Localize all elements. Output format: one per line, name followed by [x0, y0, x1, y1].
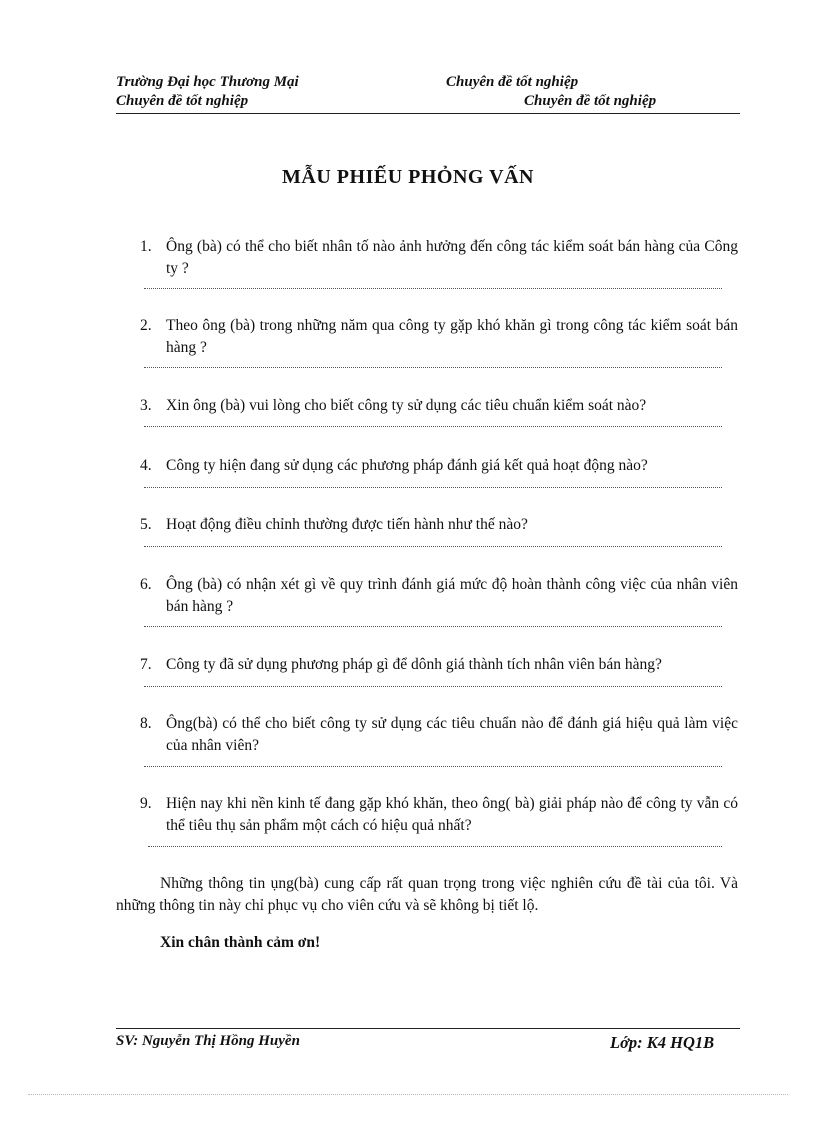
answer-line — [144, 288, 722, 289]
question-number: 3. — [140, 397, 152, 414]
answer-line — [144, 426, 722, 427]
question-text: Hiện nay khi nền kinh tế đang gặp khó khăn, theo ông( bà) giải pháp nào để công ty vẫn có thể tiêu thụ sản phẩm một cách có hiệu quả nhất? — [166, 795, 738, 834]
question-item — [140, 793, 738, 837]
question-text: Công ty đã sử dụng phương pháp gì để dônh giá thành tích nhân viên bán hàng? — [166, 656, 662, 673]
answer-line — [144, 546, 722, 547]
footer-student: SV: Nguyễn Thị Hồng Huyền — [116, 1033, 300, 1049]
question-text: Theo ông (bà) trong những năm qua công ty gặp khó khăn gì trong công tác kiểm soát bán hàng ? — [166, 317, 738, 356]
page-title: MẪU PHIẾU PHỎNG VẤN — [282, 166, 534, 188]
question-text: Hoạt động điều chỉnh thường được tiến hành như thế nào? — [166, 516, 528, 533]
question-number: 4. — [140, 457, 152, 474]
question-number: 2. — [140, 317, 152, 334]
question-number: 9. — [140, 795, 152, 812]
question-text: Ông (bà) có thể cho biết nhân tố nào ảnh hưởng đến công tác kiểm soát bán hàng của Công ty ? — [166, 238, 738, 277]
question-text: Ông(bà) có thể cho biết công ty sử dụng các tiêu chuẩn nào để đánh giá hiệu quả làm việc của nhân viên? — [166, 715, 738, 754]
question-number: 1. — [140, 238, 152, 255]
question-number: 5. — [140, 516, 152, 533]
question-text: Xin ông (bà) vui lòng cho biết công ty sử dụng các tiêu chuẩn kiểm soát nào? — [166, 397, 647, 414]
question-number: 8. — [140, 715, 152, 732]
answer-line — [148, 846, 722, 847]
answer-line — [144, 367, 722, 368]
footer-rule — [116, 1028, 740, 1029]
closing-paragraph: Những thông tin ụng(bà) cung cấp rất quan trọng trong việc nghiên cứu đề tài của tôi. Và những thông tin này chỉ phục vụ cho viên cứu và sẽ không bị tiết lộ. — [116, 875, 738, 914]
page-bottom-border — [28, 1094, 788, 1095]
question-item — [140, 574, 738, 618]
question-number: 6. — [140, 576, 152, 593]
header-topic-right-2: Chuyên đề tốt nghiệp — [524, 93, 657, 109]
question-item — [140, 514, 738, 536]
answer-line — [144, 487, 722, 488]
question-item — [140, 713, 738, 757]
answer-line — [144, 766, 722, 767]
footer-class: Lớp: K4 HQ1B — [610, 1033, 715, 1052]
header-school-name: Trường Đại học Thương Mại — [116, 74, 299, 90]
header-topic-right: Chuyên đề tốt nghiệp — [446, 74, 579, 90]
header-rule — [116, 113, 740, 114]
answer-line — [144, 626, 722, 627]
question-item — [140, 315, 738, 359]
question-item — [140, 654, 738, 676]
question-text: Ông (bà) có nhận xét gì về quy trình đánh giá mức độ hoàn thành công việc của nhân viên bán hàng ? — [166, 576, 738, 615]
header-topic-left: Chuyên đề tốt nghiệp — [116, 93, 249, 109]
question-text: Công ty hiện đang sử dụng các phương pháp đánh giá kết quả hoạt động nào? — [166, 457, 648, 474]
answer-line — [144, 686, 722, 687]
thanks-text: Xin chân thành cảm ơn! — [160, 934, 321, 951]
question-item — [140, 395, 738, 417]
question-number: 7. — [140, 656, 152, 673]
question-item — [140, 236, 738, 280]
question-item — [140, 455, 738, 477]
